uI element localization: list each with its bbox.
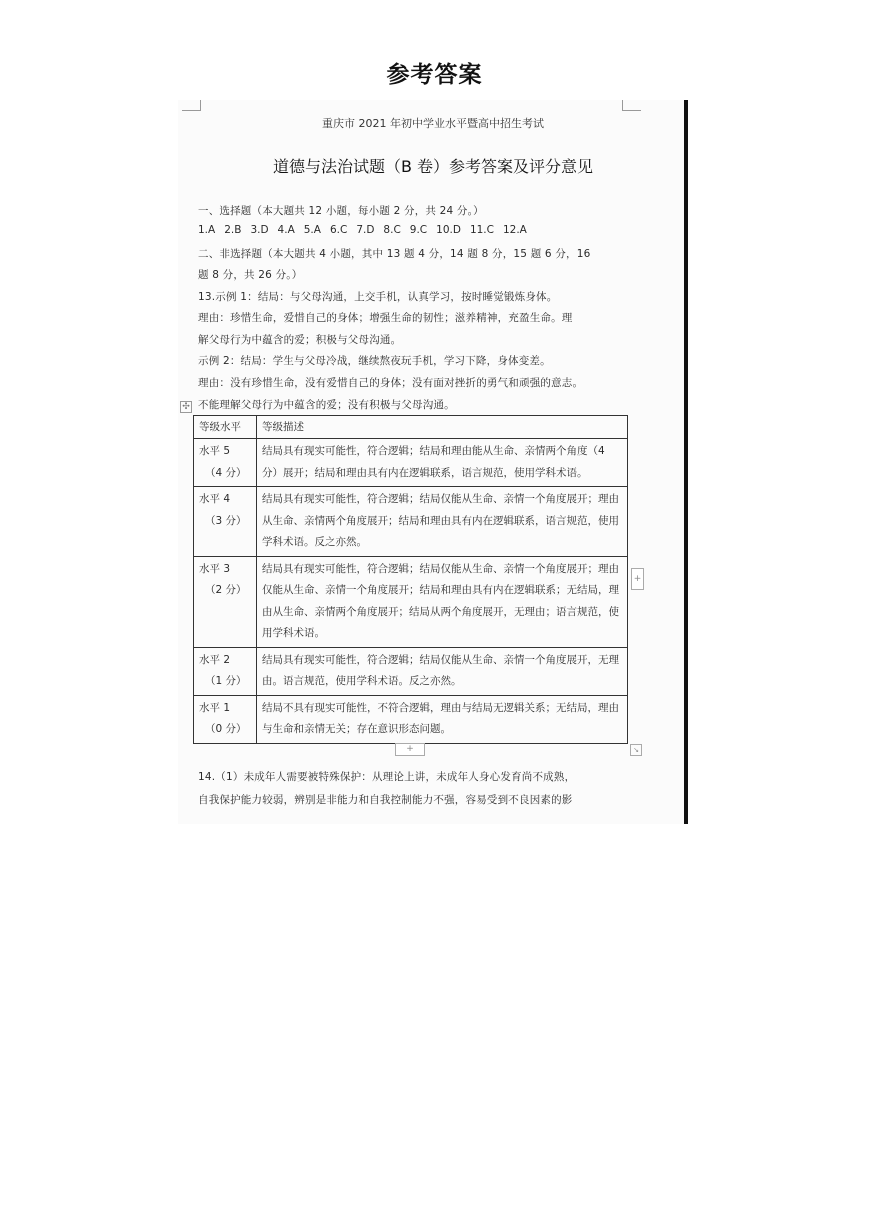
page-edge-rule bbox=[684, 100, 688, 824]
mc-answer: 5.A bbox=[303, 224, 321, 236]
mc-answer: 1.A bbox=[198, 224, 216, 236]
mc-answer: 6.C bbox=[329, 224, 348, 236]
level-score: （3 分） bbox=[205, 514, 247, 527]
mc-answer: 4.A bbox=[277, 224, 295, 236]
table-move-handle-icon[interactable]: ✣ bbox=[180, 401, 192, 413]
table-header-description: 等级描述 bbox=[257, 416, 628, 439]
level-label: 水平 5 bbox=[199, 445, 231, 457]
level-description: 结局具有现实可能性，符合逻辑；结局仅能从生命、亲情一个角度展开；理由仅能从生命、亲情一个角度展开；结局和理由具有内在逻辑联系；无结局，理由从生命、亲情两个角度展开；结局从两个角度展开，无理由；语言规范，使用学科术语。 bbox=[257, 556, 628, 647]
section-two-heading-cont: 题 8 分，共 26 分。） bbox=[198, 269, 303, 281]
section-one-heading: 一、选择题（本大题共 12 小题，每小题 2 分，共 24 分。） bbox=[198, 205, 484, 217]
q13-line: 不能理解父母行为中蕴含的爱；没有积极与父母沟通。 bbox=[198, 399, 455, 411]
table-row bbox=[194, 695, 628, 743]
q13-line: 示例 2：结局：学生与父母冷战，继续熬夜玩手机，学习下降，身体变差。 bbox=[198, 355, 551, 367]
table-header-level: 等级水平 bbox=[194, 416, 257, 439]
level-description: 结局不具有现实可能性，不符合逻辑，理由与结局无逻辑关系；无结局，理由与生命和亲情无关；存在意识形态问题。 bbox=[257, 695, 628, 743]
table-row bbox=[194, 556, 628, 647]
table-header-row bbox=[194, 416, 628, 439]
level-label: 水平 1 bbox=[199, 701, 231, 714]
add-column-button[interactable]: + bbox=[631, 568, 644, 590]
grading-table bbox=[193, 415, 628, 744]
level-score: （1 分） bbox=[205, 675, 247, 687]
level-score: （2 分） bbox=[205, 584, 247, 596]
level-cell bbox=[194, 487, 257, 557]
level-score: （0 分） bbox=[205, 723, 247, 735]
multiple-choice-answers bbox=[198, 224, 536, 236]
level-cell bbox=[194, 439, 257, 487]
mc-answer: 3.D bbox=[250, 224, 269, 236]
page-corner-mark bbox=[622, 100, 641, 111]
level-cell bbox=[194, 556, 257, 647]
level-label: 水平 3 bbox=[199, 562, 231, 575]
mc-answer: 9.C bbox=[409, 224, 428, 236]
level-description: 结局具有现实可能性，符合逻辑；结局和理由能从生命、亲情两个角度（4 分）展开；结局和理由具有内在逻辑联系，语言规范，使用学科术语。 bbox=[257, 439, 628, 487]
table-resize-handle-icon[interactable]: ↘ bbox=[630, 744, 642, 756]
level-cell bbox=[194, 647, 257, 695]
page-corner-mark bbox=[182, 100, 201, 111]
q13-line: 解父母行为中蕴含的爱；积极与父母沟通。 bbox=[198, 334, 402, 346]
document-title: 道德与法治试题（B 卷）参考答案及评分意见 bbox=[272, 157, 594, 176]
table-row bbox=[194, 439, 628, 487]
level-description: 结局具有现实可能性，符合逻辑；结局仅能从生命、亲情一个角度展开；理由从生命、亲情两个角度展开；结局和理由具有内在逻辑联系，语言规范，使用学科术语。反之亦然。 bbox=[257, 487, 628, 557]
level-label: 水平 2 bbox=[199, 653, 231, 666]
mc-answer: 8.C bbox=[383, 224, 401, 236]
q13-line: 13.示例 1：结局：与父母沟通，上交手机，认真学习，按时睡觉锻炼身体。 bbox=[198, 291, 558, 303]
q14-line: 自我保护能力较弱，辨别是非能力和自我控制能力不强，容易受到不良因素的影 bbox=[198, 794, 573, 806]
q13-line: 理由：珍惜生命，爱惜自己的身体；增强生命的韧性；滋养精神，充盈生命。理 bbox=[198, 312, 573, 324]
q13-line: 理由：没有珍惜生命，没有爱惜自己的身体；没有面对挫折的勇气和顽强的意志。 bbox=[198, 377, 584, 389]
mc-answer: 7.D bbox=[356, 224, 375, 236]
section-two-heading: 二、非选择题（本大题共 4 小题，其中 13 题 4 分，14 题 8 分，15 题 6 分，16 bbox=[198, 248, 591, 260]
level-description: 结局具有现实可能性，符合逻辑；结局仅能从生命、亲情一个角度展开，无理由。语言规范，使用学科术语。反之亦然。 bbox=[257, 647, 628, 695]
table-row bbox=[194, 647, 628, 695]
table-row bbox=[194, 487, 628, 557]
level-score: （4 分） bbox=[205, 466, 247, 479]
mc-answer: 12.A bbox=[502, 224, 527, 236]
q14-line: 14.（1）未成年人需要被特殊保护：从理论上讲，未成年人身心发育尚不成熟， bbox=[198, 771, 576, 783]
mc-answer: 11.C bbox=[469, 224, 494, 236]
mc-answer: 10.D bbox=[436, 224, 461, 236]
level-label: 水平 4 bbox=[199, 493, 231, 505]
page-heading: 参考答案 bbox=[386, 62, 483, 88]
level-cell bbox=[194, 695, 257, 743]
mc-answer: 2.B bbox=[224, 224, 242, 236]
add-row-button[interactable]: + bbox=[395, 743, 425, 756]
exam-name: 重庆市 2021 年初中学业水平暨高中招生考试 bbox=[322, 117, 544, 130]
